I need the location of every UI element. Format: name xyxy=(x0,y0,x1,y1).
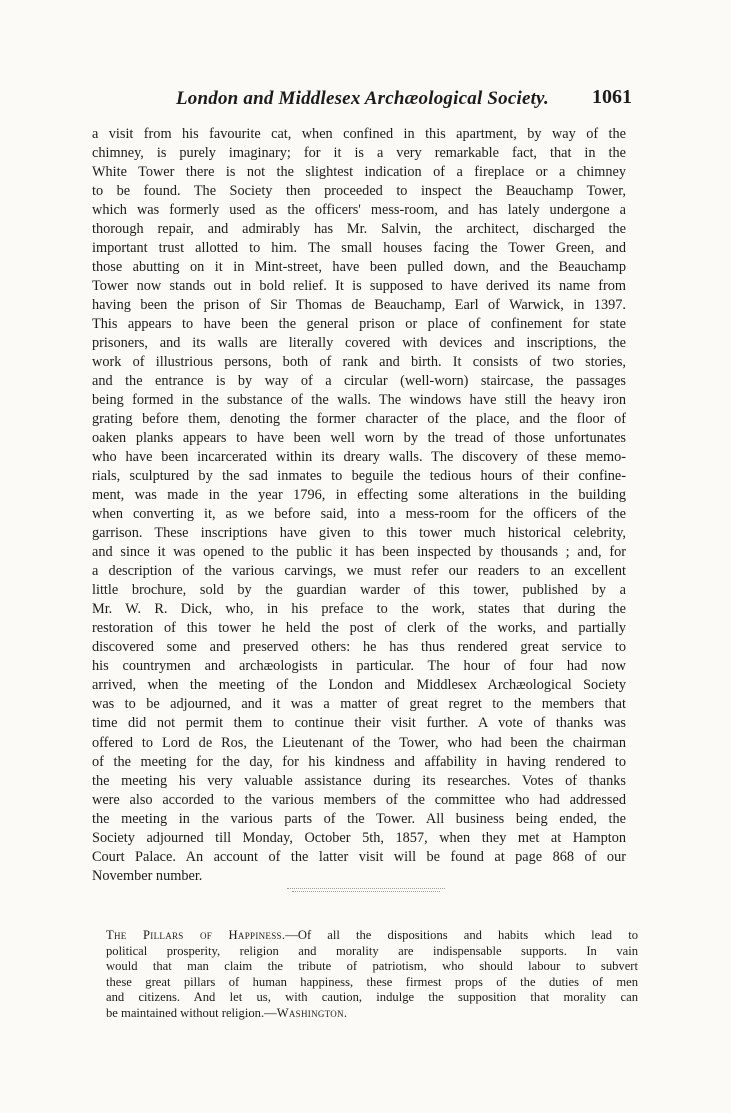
section-divider xyxy=(287,888,445,889)
text-line: and since it was opened to the public it has been inspected by thousands ; and, for xyxy=(92,544,626,561)
footnote-signature: Washington. xyxy=(276,1005,348,1020)
text-line: Tower now stands out in bold relief. It is supposed to have derived its name from xyxy=(92,278,626,295)
text-line: when converting it, as we before said, into a mess-room for the officers of the xyxy=(92,506,626,523)
text-line: time did not permit them to continue their visit further. A vote of thanks was xyxy=(92,715,626,732)
text-line: which was formerly used as the officers' mess-room, and has lately undergone a xyxy=(92,202,626,219)
text-line: to be found. The Society then proceeded to inspect the Beauchamp Tower, xyxy=(92,183,626,200)
text-line: a visit from his favourite cat, when confined in this apartment, by way of the xyxy=(92,126,626,142)
text-line: thorough repair, and admirably has Mr. Salvin, the architect, discharged the xyxy=(92,221,626,238)
footnote-line: political prosperity, religion and morality are indispensable supports. In vain xyxy=(106,943,638,958)
text-line: the meeting his very valuable assistance during its researches. Votes of thanks xyxy=(92,772,626,789)
text-line: of the meeting for the day, for his kindness and affability in having rendered to xyxy=(92,753,626,770)
footnote-line: be maintained without religion.— xyxy=(106,1005,277,1020)
text-line: White Tower there is not the slightest indication of a fireplace or a chimney xyxy=(92,164,626,181)
text-line: oaken planks appears to have been well worn by the tread of those unfortunates xyxy=(92,430,626,447)
text-line: who have been incarcerated within its dreary walls. The discovery of these memo- xyxy=(92,449,626,466)
footnote xyxy=(106,928,638,1022)
text-line: Court Palace. An account of the latter visit will be found at page 868 of our xyxy=(92,848,626,865)
footnote-line: —Of all the dispositions and habits which lead to xyxy=(285,928,638,942)
text-line: was to be adjourned, and it was a matter of great regret to the members that xyxy=(92,696,626,713)
text-line: grating before them, denoting the former character of the place, and the floor of xyxy=(92,411,626,428)
text-line: Society adjourned till Monday, October 5th, 1857, when they met at Hampton xyxy=(92,829,626,846)
text-line: work of illustrious persons, both of rank and birth. It consists of two stories, xyxy=(92,354,626,371)
text-line: This appears to have been the general prison or place of confinement for state xyxy=(92,316,626,333)
text-line: Mr. W. R. Dick, who, in his preface to the work, states that during the xyxy=(92,601,626,618)
page-header xyxy=(92,86,632,112)
text-line: and the entrance is by way of a circular (well-worn) staircase, the passages xyxy=(92,373,626,390)
text-line: chimney, is purely imaginary; for it is a very remarkable fact, that in the xyxy=(92,145,626,162)
text-line: a description of the various carvings, we must refer our readers to an excellent xyxy=(92,563,626,580)
footnote-title: The Pillars of Happiness. xyxy=(106,928,286,942)
text-line: having been the prison of Sir Thomas de Beauchamp, Earl of Warwick, in 1397. xyxy=(92,297,626,314)
article-body xyxy=(92,125,626,886)
text-line: were also accorded to the various members of the committee who had addressed xyxy=(92,791,626,808)
section-divider xyxy=(292,891,440,892)
footnote-line: and citizens. And let us, with caution, indulge the supposition that morality can xyxy=(106,990,638,1005)
page-number: 1061 xyxy=(592,86,632,108)
text-line: arrived, when the meeting of the London and Middlesex Archæological Society xyxy=(92,677,626,694)
footnote-line: would that man claim the tribute of patriotism, who should labour to subvert xyxy=(106,959,638,974)
running-title: London and Middlesex Archæological Society. xyxy=(176,88,549,109)
text-line: important trust allotted to him. The small houses facing the Tower Green, and xyxy=(92,240,626,257)
footnote-line: these great pillars of human happiness, these firmest props of the duties of men xyxy=(106,974,638,989)
text-line: prisoners, and its walls are literally covered with devices and inscriptions, the xyxy=(92,335,626,352)
text-line: rials, sculptured by the sad inmates to beguile the tedious hours of their confine- xyxy=(92,468,626,485)
text-line: garrison. These inscriptions have given to this tower much historical celebrity, xyxy=(92,525,626,542)
text-line: the meeting in the various parts of the Tower. All business being ended, the xyxy=(92,810,626,827)
text-line: November number. xyxy=(92,867,203,884)
text-line: restoration of this tower he held the post of clerk of the works, and partially xyxy=(92,620,626,637)
text-line: ment, was made in the year 1796, in effecting some alterations in the building xyxy=(92,487,626,504)
text-line: little brochure, sold by the guardian warder of this tower, published by a xyxy=(92,582,626,599)
text-line: his countrymen and archæologists in particular. The hour of four had now xyxy=(92,658,626,675)
text-line: those abutting on it in Mint-street, have been pulled down, and the Beauchamp xyxy=(92,259,626,276)
text-line: offered to Lord de Ros, the Lieutenant of the Tower, who had been the chairman xyxy=(92,734,626,751)
text-line: discovered some and preserved others: he has thus rendered great service to xyxy=(92,639,626,656)
text-line: being formed in the substance of the walls. The windows have still the heavy iron xyxy=(92,392,626,409)
